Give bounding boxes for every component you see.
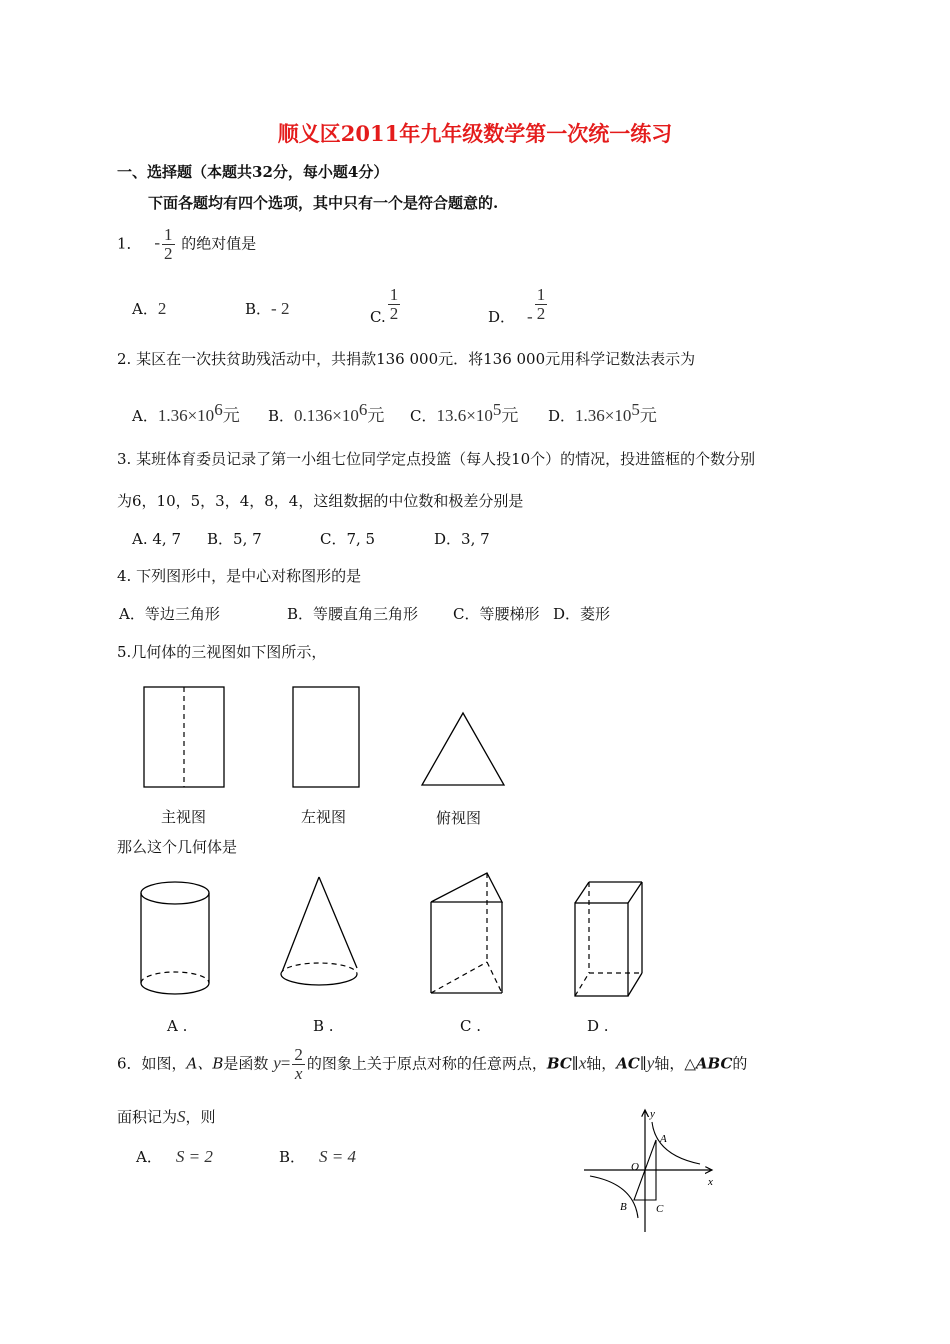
parallel-symbol: ∥ — [639, 1054, 647, 1073]
option-label: B． — [268, 407, 295, 425]
q5-option-d[interactable]: D . — [587, 1017, 609, 1035]
fraction-denominator: 2 — [389, 303, 399, 323]
axis-text: 轴， — [586, 1054, 617, 1073]
option-value: 13.6×10 — [436, 406, 493, 425]
option-exponent: 6 — [214, 400, 223, 419]
option-label: A． — [132, 407, 158, 425]
option-value: S = 4 — [319, 1147, 357, 1166]
q5-option-b[interactable]: B . — [313, 1017, 334, 1035]
option-label: C． — [410, 407, 437, 425]
page-title: 顺义区2011年九年级数学第一次统一练习 — [277, 121, 673, 146]
section-instruction: 下面各题均有四个选项，其中只有一个是符合题意的. — [148, 194, 499, 212]
option-value: 1.36×10 — [575, 406, 632, 425]
q4-option-b[interactable]: B．等腰直角三角形 — [287, 605, 419, 623]
axis-text: 轴， — [654, 1054, 685, 1073]
option-label: A． — [132, 300, 158, 318]
question-text: 的绝对值是 — [181, 234, 257, 253]
graph-label-a: A — [660, 1133, 667, 1145]
question-text: 面积记为 — [117, 1108, 178, 1126]
axis-y: y — [646, 1053, 655, 1073]
question-text: 是函数 — [223, 1054, 269, 1073]
section-heading: 一、选择题（本题共32分，每小题4分） — [117, 163, 389, 181]
q5-option-c[interactable]: C . — [460, 1017, 482, 1035]
option-value: S = 2 — [175, 1147, 213, 1166]
option-label: A． — [136, 1148, 162, 1166]
fraction-denominator: x — [292, 1064, 305, 1083]
option-value: 2 — [157, 299, 167, 318]
label-left-view: 左视图 — [301, 808, 347, 826]
option-exponent: 5 — [631, 400, 640, 419]
q3-option-c[interactable]: C．7, 5 — [320, 530, 376, 548]
question-text: ，则 — [185, 1108, 216, 1126]
option-unit: 元 — [222, 406, 240, 425]
segment-ac: AC — [616, 1054, 640, 1073]
option-exponent: 6 — [358, 400, 368, 419]
q4-option-d[interactable]: D．菱形 — [553, 605, 611, 623]
fraction-numerator: 1 — [164, 225, 173, 244]
q3-option-a[interactable]: A. 4, 7 — [132, 530, 181, 548]
graph-label-y: y — [650, 1108, 655, 1120]
hyperbola-branch-left — [590, 1176, 638, 1218]
fraction-numerator: 1 — [389, 285, 399, 304]
option-value: 1.36×10 — [157, 406, 215, 425]
segment-bc: BC — [546, 1054, 572, 1073]
question-2: 2. 某区在一次扶贫助残活动中，共捐款136 000元．将136 000元用科学记数法表示为 — [117, 350, 696, 368]
option-label: D． — [548, 407, 576, 425]
points-ab: A、B — [186, 1054, 224, 1073]
option-label: C. — [370, 308, 386, 327]
function-y: y — [273, 1053, 281, 1073]
graph-label-x: x — [708, 1176, 713, 1188]
question-text: 的图象上关于原点对称的任意两点， — [306, 1054, 547, 1073]
triangle-abc: △ABC — [684, 1054, 733, 1073]
q3-option-d[interactable]: D．3, 7 — [434, 530, 490, 548]
label-top-view: 俯视图 — [436, 809, 482, 827]
question-5-part-2: 那么这个几何体是 — [117, 838, 238, 856]
fraction-denominator: 2 — [164, 243, 173, 263]
function-equals: = — [280, 1053, 291, 1073]
option-unit: 元 — [367, 406, 385, 425]
parallel-symbol: ∥ — [571, 1054, 579, 1073]
question-number: 1． — [117, 234, 142, 253]
option-label: D． — [488, 308, 516, 327]
option-unit: 元 — [501, 406, 519, 425]
question-4: 4. 下列图形中，是中心对称图形的是 — [117, 567, 362, 585]
option-value: - 2 — [271, 299, 290, 318]
question-5: 5.几何体的三视图如下图所示， — [117, 643, 327, 661]
option-value: 0.136×10 — [294, 406, 359, 425]
fraction-numerator: 2 — [294, 1045, 303, 1064]
area-symbol: S — [177, 1107, 186, 1126]
question-3-line-2: 为6，10，5，3，4，8，4，这组数据的中位数和极差分别是 — [117, 492, 524, 510]
option-label: B． — [279, 1148, 306, 1166]
q4-option-c[interactable]: C．等腰梯形 — [453, 605, 540, 623]
question-number: 6．如图， — [117, 1054, 187, 1073]
option-exponent: 5 — [492, 400, 502, 419]
graph-label-b: B — [620, 1201, 627, 1213]
fraction-denominator: 2 — [536, 303, 546, 323]
question-3-line-1: 3. 某班体育委员记录了第一小组七位同学定点投篮（每人投10个）的情况，投进篮框的个数分别 — [117, 450, 756, 468]
option-label: B． — [245, 300, 272, 318]
negative-sign: - — [154, 233, 160, 253]
q4-option-a[interactable]: A．等边三角形 — [119, 605, 220, 623]
question-text: 的 — [732, 1054, 748, 1073]
graph-label-c: C — [656, 1203, 664, 1215]
axis-x: x — [578, 1053, 587, 1073]
label-front-view: 主视图 — [161, 808, 207, 826]
option-unit: 元 — [639, 406, 657, 425]
q3-option-b[interactable]: B．5, 7 — [207, 530, 262, 548]
negative-sign: - — [527, 307, 533, 327]
fraction-numerator: 1 — [536, 285, 546, 304]
q5-option-a[interactable]: A . — [167, 1017, 188, 1035]
graph-label-o: O — [631, 1161, 639, 1173]
